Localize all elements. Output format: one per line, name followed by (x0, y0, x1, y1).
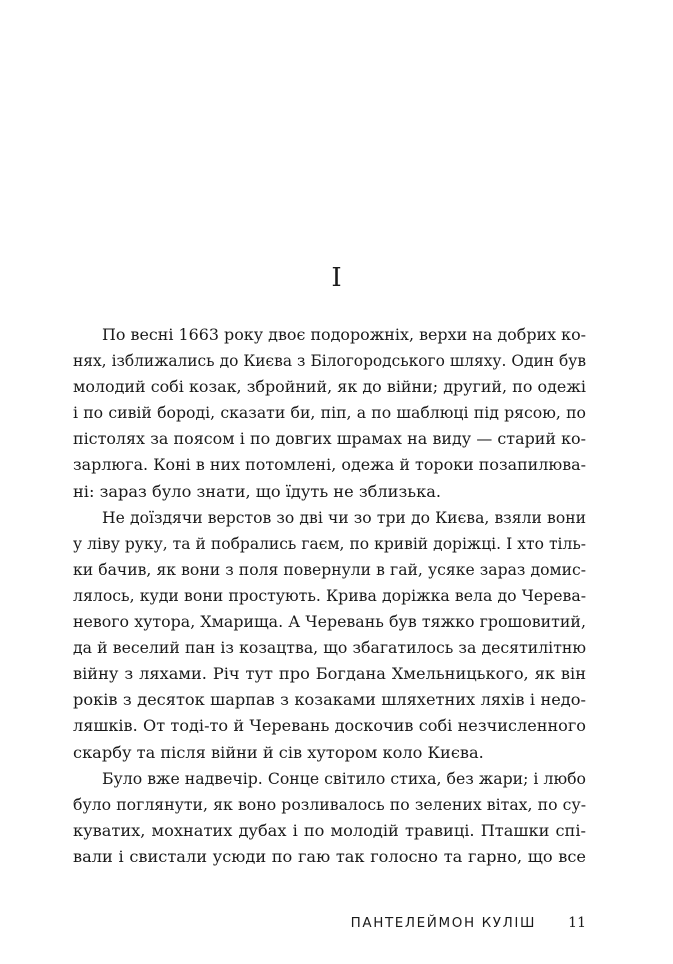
text-line: вали і свистали усюди по гаю так голосно та гарно, що все (73, 846, 586, 866)
text-line: нях, ізближались до Києва з Білогородського шляху. Один був (73, 352, 586, 371)
paragraph-2 (73, 505, 586, 766)
text-line: куватих, мохнатих дубах і по молодій травиці. Пташки спі- (73, 820, 586, 840)
chapter-title: I (331, 263, 342, 293)
paragraph-1 (73, 322, 586, 505)
text-line: років з десяток шарпав з козаками шляхетних ляхів і недо- (73, 690, 586, 710)
text-line: і по сивій бороді, сказати би, піп, а по шаблюці під рясою, по (73, 403, 586, 423)
text-line: пістолях за поясом і по довгих шрамах на виду — старий ко- (73, 429, 586, 449)
text-line: ляшків. От тоді-то й Черевань доскочив собі незчисленного (73, 716, 586, 736)
body-text (73, 322, 586, 870)
text-line: Було вже надвечір. Сонце світило стиха, без жари; і любо (102, 768, 586, 788)
page-number: 11 (568, 915, 586, 931)
paragraph-3 (73, 766, 586, 870)
text-line: Не доїздячи верстов зо дві чи зо три до Києва, взяли вони (102, 508, 586, 527)
text-line: По весні 1663 року двоє подорожніх, верхи на добрих ко- (102, 325, 586, 344)
text-line: у ліву руку, та й побрались гаєм, по кривій доріжці. І хто тіль- (73, 534, 586, 553)
running-head-author: ПАНТЕЛЕЙМОН КУЛІШ (350, 915, 536, 931)
page-footer (73, 913, 586, 935)
text-line: зарлюга. Коні в них потомлені, одежа й тороки позапилюва- (73, 455, 586, 475)
text-line: молодий собі козак, збройний, як до війни; другий, по одежі (73, 377, 586, 397)
text-line: ки бачив, як вони з поля повернули в гай, усяке зараз домис- (73, 560, 586, 579)
text-line: лялось, куди вони простують. Крива доріжка вела до Черева- (73, 585, 586, 605)
text-line: війну з ляхами. Річ тут про Богдана Хмельницького, як він (73, 664, 586, 684)
text-line: да й веселий пан із козацтва, що збагатилось за десятилітню (73, 638, 586, 658)
text-line: ні: зараз було знати, що їдуть не зблизька. (73, 481, 442, 501)
text-line: було поглянути, як воно розливалось по зелених вітах, по су- (73, 794, 586, 814)
text-line: невого хутора, Хмарища. А Черевань був тяжко грошовитий, (73, 612, 586, 632)
text-line: скарбу та після війни й сів хутором коло Києва. (73, 742, 484, 762)
